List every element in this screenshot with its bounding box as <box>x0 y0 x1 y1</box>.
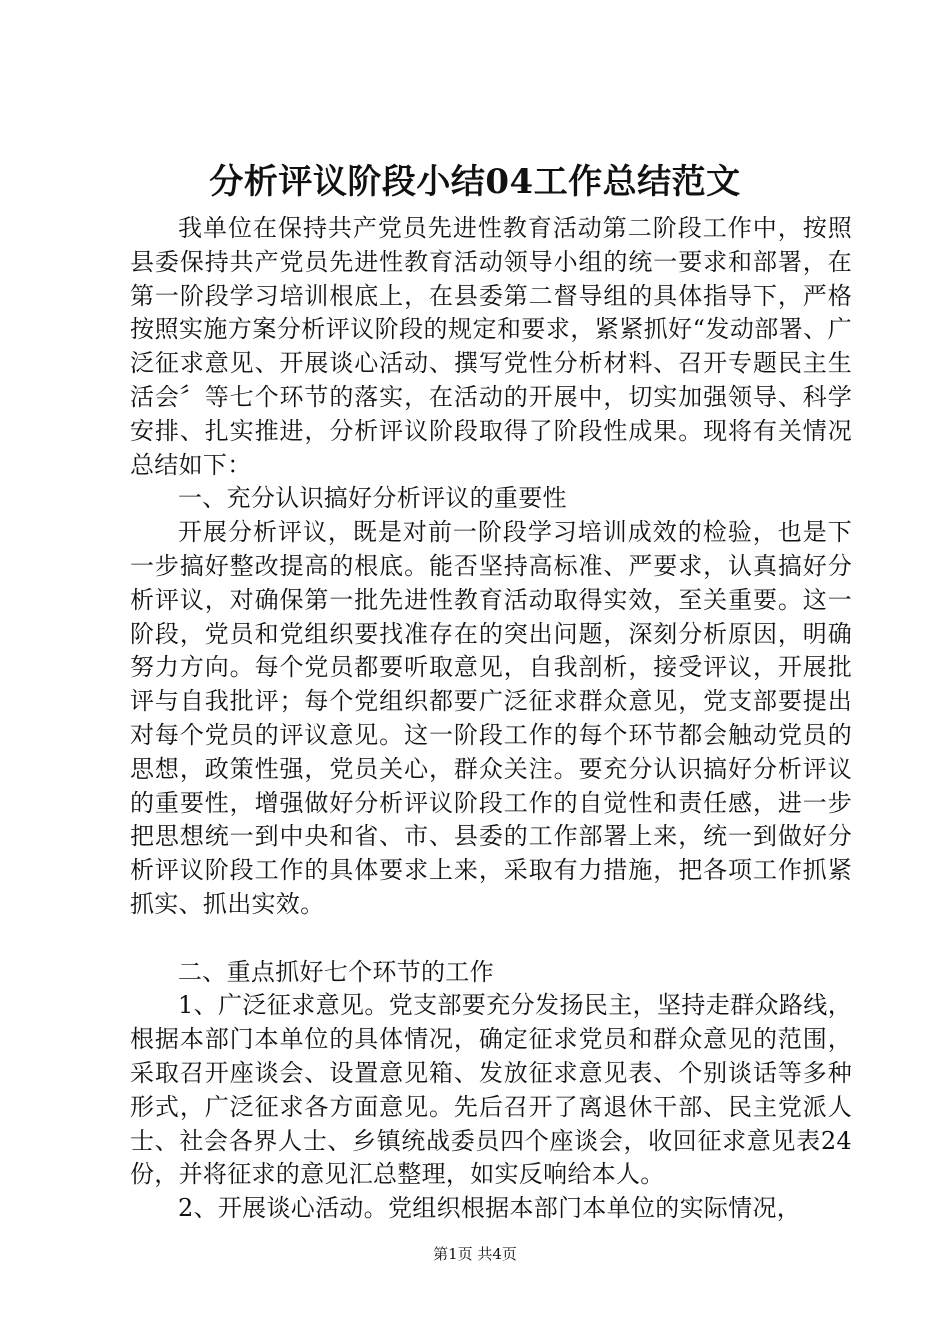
item1-paragraph: 1、广泛征求意见。党支部要充分发扬民主，坚持走群众路线，根据本部门本单位的具体情况，确定征求党员和群众意见的范围，采取召开座谈会、设置意见箱、发放征求意见表、个别谈话等多种形式，广泛征求各方面意见。先后召开了离退休干部、民主党派人士、社会各界人士、乡镇统战委员四个座谈会，收回征求意见表24份，并将征求的意见汇总整理，如实反响给本人。 <box>130 991 852 1189</box>
intro-paragraph: 我单位在保持共产党员先进性教育活动第二阶段工作中，按照县委保持共产党员先进性教育活动领导小组的统一要求和部署，在第一阶段学习培训根底上，在县委第二督导组的具体指导下，严格按照实施方案分析评议阶段的规定和要求，紧紧抓好“发动部署、广泛征求意见、开展谈心活动、撰写党性分析材料、召开专题民主生活会〞等七个环节的落实，在活动的开展中，切实加强领导、科学安排、扎实推进，分析评议阶段取得了阶段性成果。现将有关情况总结如下： <box>130 214 852 479</box>
page-footer: 第1页 共4页 <box>433 1245 517 1263</box>
section1-paragraph: 开展分析评议，既是对前一阶段学习培训成效的检验，也是下一步搞好整改提高的根底。能否坚持高标准、严要求，认真搞好分析评议，对确保第一批先进性教育活动取得实效，至关重要。这一阶段，党员和党组织要找准存在的突出问题，深刻分析原因，明确努力方向。每个党员都要听取意见，自我剖析，接受评议，开展批评与自我批评；每个党组织都要广泛征求群众意见，党支部要提出对每个党员的评议意见。这一阶段工作的每个环节都会触动党员的思想，政策性强，党员关心，群众关注。要充分认识搞好分析评议的重要性，增强做好分析评议阶段工作的自觉性和责任感，进一步把思想统一到中央和省、市、县委的工作部署上来，统一到做好分析评议阶段工作的具体要求上来，采取有力措施，把各项工作抓紧抓实、抓出实效。 <box>130 518 852 918</box>
section1-heading: 一、充分认识搞好分析评议的重要性 <box>178 484 567 513</box>
item2-paragraph: 2、开展谈心活动。党组织根据本部门本单位的实际情况， <box>178 1194 802 1223</box>
section2-heading: 二、重点抓好七个环节的工作 <box>178 957 494 986</box>
paragraph-gap <box>130 922 852 956</box>
document-body <box>130 212 852 1226</box>
document-title: 分析评议阶段小结04工作总结范文 <box>209 162 741 202</box>
